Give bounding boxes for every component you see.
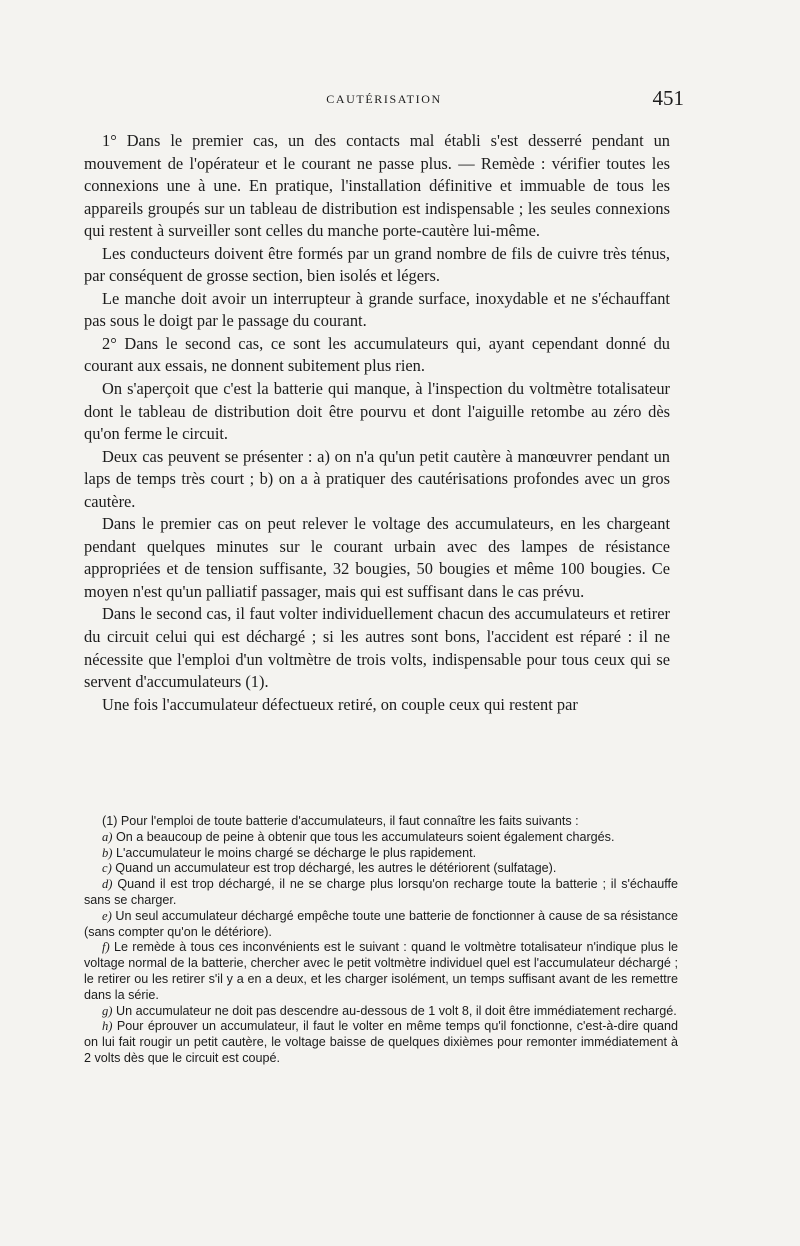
footnote-item — [84, 877, 678, 909]
footnote-item — [84, 830, 678, 846]
paragraph: 1° Dans le premier cas, un des contacts mal établi s'est desserré pendant un mouvement de l'opérateur et le courant ne passe plus. — Remède : vérifier toutes les connexions une à une. En pratique, l'installation définitive et immuable de tous les appareils groupés sur un tableau de distribution est indispensable ; les seules connexions qui restent à surveiller sont celles du manche porte-cautère lui-même. — [84, 131, 670, 241]
paragraph: Le manche doit avoir un interrupteur à grande surface, inoxydable et ne s'échauffant pas sous le doigt par le passage du courant. — [84, 288, 670, 331]
footnote-label: b) — [102, 845, 113, 860]
paragraph: 2° Dans le second cas, ce sont les accumulateurs qui, ayant cependant donné du courant aux essais, ne donnent subitement plus rien. — [84, 333, 670, 376]
footnotes — [84, 814, 678, 1067]
footnote-label: f) — [102, 940, 110, 955]
paragraph: Les conducteurs doivent être formés par un grand nombre de fils de cuivre très ténus, par conséquent de grosse section, bien isolés et légers. — [84, 243, 670, 286]
footnote-item — [84, 940, 678, 1003]
footnote-label: e) — [102, 908, 112, 923]
paragraph: Dans le second cas, il faut volter individuellement chacun des accumulateurs et retirer du circuit celui qui est déchargé ; si les autres sont bons, l'accident est réparé : il ne nécessite que l'emploi d'un voltmètre de trois volts, indispensable pour tous ceux qui se servent d'accumulateurs (1). — [84, 604, 670, 692]
footnote-label: c) — [102, 861, 112, 876]
footnote-item — [84, 1004, 678, 1020]
footnote-item — [84, 1019, 678, 1066]
footnote-text: Quand un accumulateur est trop déchargé, les autres le détériorent (sulfatage). — [111, 861, 557, 876]
main-text — [84, 130, 670, 716]
footnote-label: a) — [102, 829, 113, 844]
footnote-item — [84, 846, 678, 862]
footnote-intro: (1) Pour l'emploi de toute batterie d'accumulateurs, il faut connaître les faits suivants : — [102, 814, 579, 828]
footnote-text: Un accumulateur ne doit pas descendre au-dessous de 1 volt 8, il doit être immédiatement rechargé. — [112, 1003, 677, 1018]
footnote-text: Le remède à tous ces inconvénients est le suivant : quand le voltmètre totalisateur n'indique plus le voltage normal de la batterie, chercher avec le petit voltmètre individuel quel est l'accumulateur déchargé ; le retirer ou les retirer s'il y a en a deux, et les charger isolément, un temps suffisant avant de les remettre dans la série. — [84, 940, 678, 1002]
paragraph: Dans le premier cas on peut relever le voltage des accumulateurs, en les chargeant pendant quelques minutes sur le courant urbain avec des lampes de résistance appropriées et de tension suffisante, 32 bougies, 50 bougies et même 100 bougies. Ce moyen n'est qu'un palliatif passager, mais qui est suffisant dans le cas prévu. — [84, 514, 670, 601]
footnote-label: d) — [102, 877, 113, 892]
page-number: 451 — [652, 86, 684, 110]
footnote-label: h) — [102, 1019, 113, 1034]
page-header — [84, 86, 684, 112]
footnote-text: Pour éprouver un accumulateur, il faut le volter en même temps qu'il fonctionne, c'est-à-dire quand on lui fait rougir un petit cautère, le voltage baisse de quelques dixièmes pour remonter immédiatement à 2 volts dès que le circuit est coupé. — [84, 1019, 678, 1065]
paragraph: Deux cas peuvent se présenter : a) on n'a qu'un petit cautère à manœuvrer pendant un laps de temps très court ; b) on a à pratiquer des cautérisations profondes avec un gros cautère. — [84, 446, 670, 511]
paragraph: Une fois l'accumulateur défectueux retiré, on couple ceux qui restent par — [102, 694, 578, 714]
paragraph: On s'aperçoit que c'est la batterie qui manque, à l'inspection du voltmètre totalisateur dont le tableau de distribution doit être pourvu et dont l'aiguille retombe au zéro dès qu'on ferme le circuit. — [84, 379, 670, 444]
footnote-item — [84, 861, 678, 877]
footnote-item — [84, 909, 678, 941]
footnote-text: Quand il est trop déchargé, il ne se charge plus lorsqu'on recharge toute la batterie ; il s'échauffe sans se charger. — [84, 877, 678, 907]
running-title: CAUTÉRISATION — [326, 92, 442, 106]
footnote-text: L'accumulateur le moins chargé se décharge le plus rapidement. — [112, 845, 477, 860]
footnote-text: On a beaucoup de peine à obtenir que tous les accumulateurs soient également chargés. — [112, 829, 615, 844]
footnote-text: Un seul accumulateur déchargé empêche toute une batterie de fonctionner à cause de sa résistance (sans compter qu'on le détériore). — [84, 908, 678, 939]
footnote-label: g) — [102, 1003, 113, 1018]
